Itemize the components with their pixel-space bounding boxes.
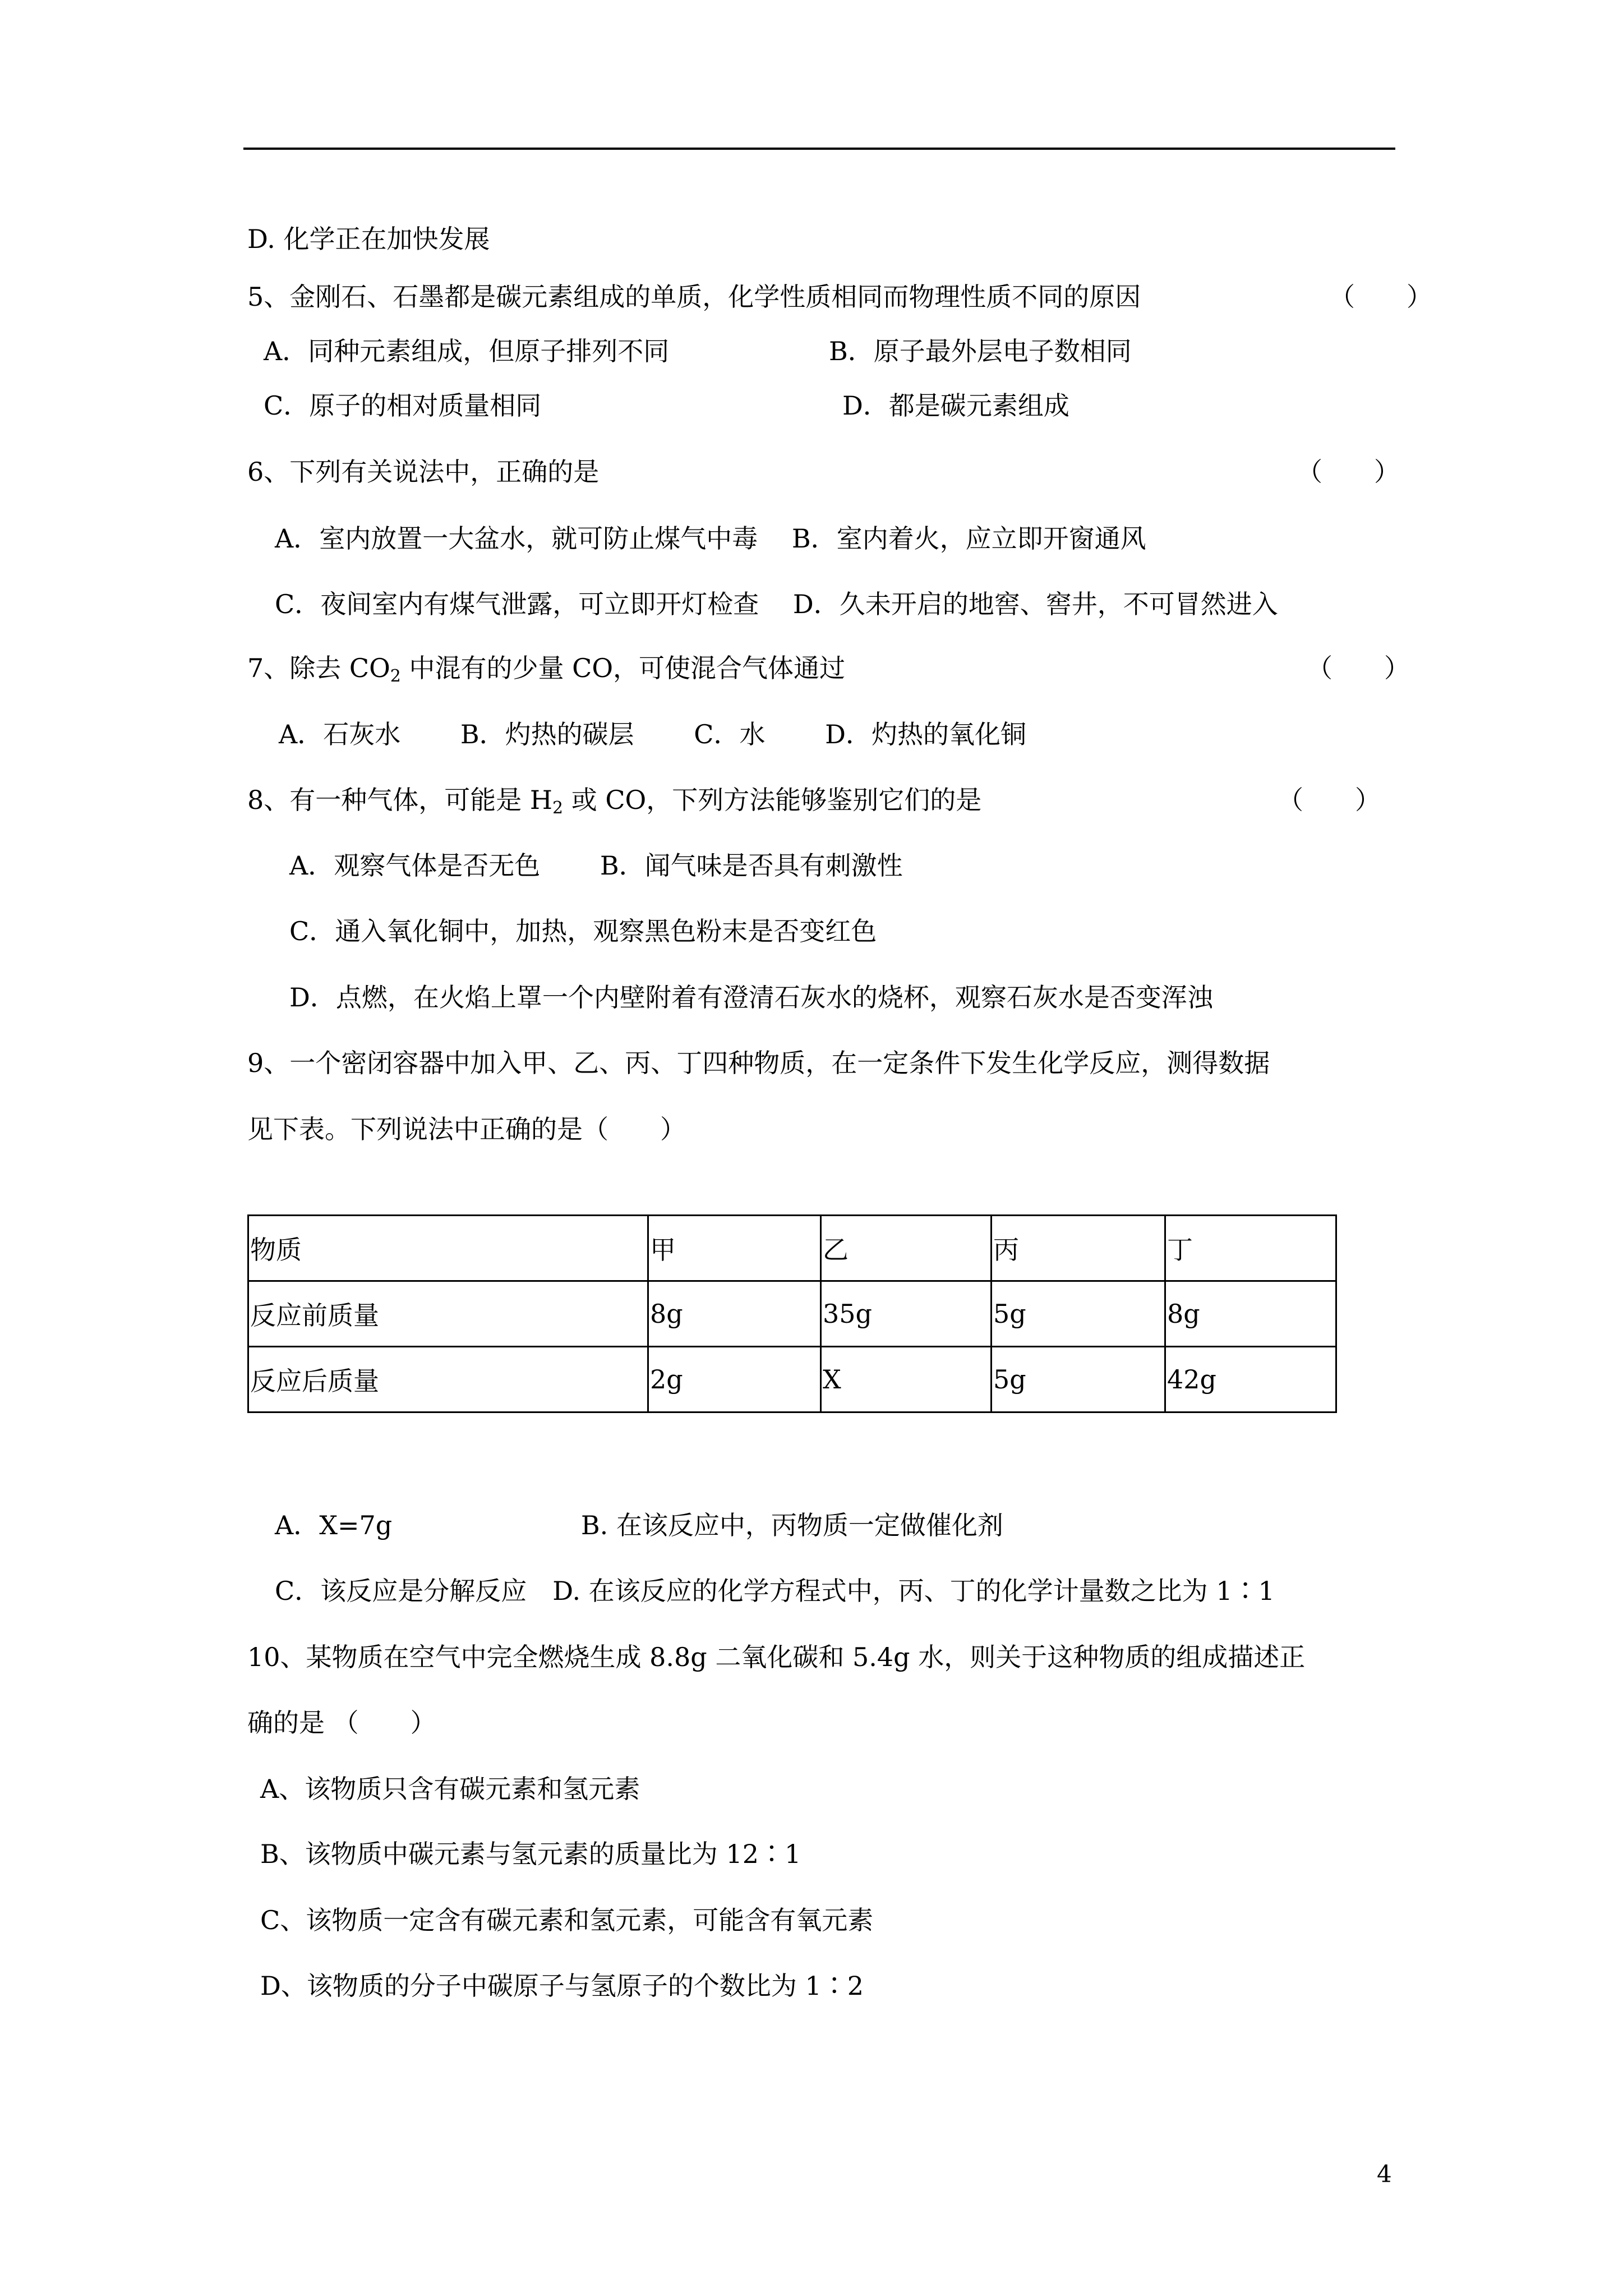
table-cell: 8g [648,1281,821,1347]
q8-option-d: D．点燃，在火焰上罩一个内壁附着有澄清石灰水的烧杯，观察石灰水是否变浑浊 [289,982,1213,1013]
q10-option-d: D、该物质的分子中碳原子与氢原子的个数比为 1∶2 [260,1971,864,2001]
q7-options: A．石灰水 B．灼热的碳层 C．水 D．灼热的氧化铜 [279,719,1026,749]
table-cell: 物质 [248,1216,648,1281]
mass-data-table [247,1214,1337,1413]
table-cell: 丙 [992,1216,1165,1281]
table-cell: 35g [821,1281,992,1347]
table-cell: 甲 [648,1216,821,1281]
table-cell: 2g [648,1347,821,1412]
q5-option-a: A．同种元素组成，但原子排列不同 [264,336,670,366]
q6-stem: 6、下列有关说法中，正确的是 [247,457,600,487]
q8-answer-paren: （ ） [1278,785,1381,815]
table-cell: 乙 [821,1216,992,1281]
table-cell: 反应前质量 [248,1281,648,1347]
q4-option-d: D. 化学正在加快发展 [247,224,490,254]
table-cell: X [821,1347,992,1412]
table-cell: 反应后质量 [248,1347,648,1412]
q8-option-c: C．通入氧化铜中，加热，观察黑色粉末是否变红色 [289,916,877,946]
q6-answer-paren: （ ） [1297,457,1400,487]
q5-option-c: C．原子的相对质量相同 [264,390,542,421]
table-cell: 5g [992,1347,1165,1412]
q5-option-b: B．原子最外层电子数相同 [829,336,1132,366]
table-row [248,1216,1336,1281]
q8-stem-sub: 2 [552,798,564,818]
table-cell: 5g [992,1281,1165,1347]
q5-stem: 5、金刚石、石墨都是碳元素组成的单质，化学性质相同而物理性质不同的原因 [247,282,1141,312]
table-row [248,1281,1336,1347]
q7-stem-sub: 2 [390,666,401,686]
q6-options-ab: A．室内放置一大盆水，就可防止煤气中毒 B．室内着火，应立即开窗通风 [275,523,1146,554]
q9-stem-line2: 见下表。下列说法中正确的是（ ） [247,1114,686,1144]
page-number: 4 [1377,2160,1392,2188]
q10-option-c: C、该物质一定含有碳元素和氢元素，可能含有氧元素 [260,1905,874,1935]
q9-stem-line1: 9、一个密闭容器中加入甲、乙、丙、丁四种物质，在一定条件下发生化学反应，测得数据 [247,1048,1270,1078]
q9-options-cd: C．该反应是分解反应 D. 在该反应的化学方程式中，丙、丁的化学计量数之比为 1∶1 [275,1576,1275,1606]
table-row [248,1347,1336,1412]
q10-option-a: A、该物质只含有碳元素和氢元素 [260,1774,640,1804]
q10-stem-line2: 确的是 （ ） [247,1708,436,1738]
q7-stem-pre: 7、除去 CO [247,653,390,683]
q7-stem-post: 中混有的少量 CO，可使混合气体通过 [400,653,846,683]
q5-answer-paren: （ ） [1329,282,1432,312]
q8-stem-post: 或 CO，下列方法能够鉴别它们的是 [563,785,982,815]
q8-options-ab: A．观察气体是否无色 B．闻气味是否具有刺激性 [289,850,903,881]
q8-stem-pre: 8、有一种气体，可能是 H [247,785,553,815]
table-cell: 丁 [1165,1216,1336,1281]
header-rule [243,148,1395,150]
q7-stem [247,653,846,686]
q5-option-d: D．都是碳元素组成 [842,390,1069,421]
q8-stem [247,785,982,818]
q7-answer-paren: （ ） [1307,653,1410,683]
q10-stem-line1: 10、某物质在空气中完全燃烧生成 8.8g 二氧化碳和 5.4g 水，则关于这种物质的组成描述正 [247,1642,1306,1672]
q6-options-cd: C．夜间室内有煤气泄露，可立即开灯检查 D．久未开启的地窖、窖井，不可冒然进入 [275,589,1278,619]
q10-option-b: B、该物质中碳元素与氢元素的质量比为 12∶1 [260,1839,801,1869]
table-cell: 42g [1165,1347,1336,1412]
table-cell: 8g [1165,1281,1336,1347]
q9-options-ab: A．X=7g B. 在该反应中，丙物质一定做催化剂 [275,1510,1003,1540]
